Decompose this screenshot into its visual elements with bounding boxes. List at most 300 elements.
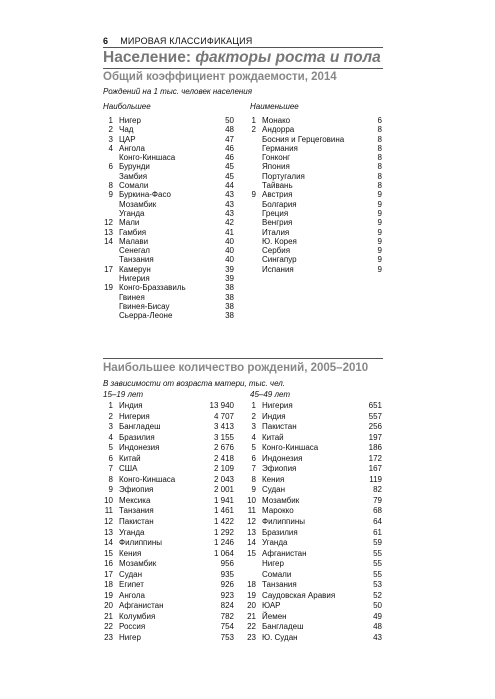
country-name: Кения [119, 548, 142, 558]
list-item [246, 496, 382, 507]
rank-number: 10 [247, 495, 256, 505]
list-births-15-19 [103, 401, 234, 644]
list-item [103, 517, 234, 528]
value: 926 [220, 580, 234, 590]
rank-number: 5 [251, 443, 256, 453]
value: 45 [225, 162, 234, 172]
value: 9 [377, 227, 382, 237]
list-item [103, 190, 234, 199]
list-item [103, 601, 234, 612]
list-item [246, 265, 382, 274]
list-item [246, 228, 382, 237]
list-item [103, 209, 234, 218]
rank-number: 7 [108, 464, 113, 474]
country-name: Конго-Киншаса [119, 474, 176, 484]
topic-rule [103, 68, 383, 69]
list-item [246, 622, 382, 633]
country-name: Португалия [262, 171, 305, 181]
country-name: Германия [262, 143, 298, 153]
running-title: МИРОВАЯ КЛАССИФИКАЦИЯ [120, 36, 253, 46]
country-name: Марокко [262, 506, 294, 516]
country-name: Филиппины [262, 517, 305, 527]
value: 6 [377, 116, 382, 125]
list-item [246, 135, 382, 144]
rank-number: 17 [104, 569, 113, 579]
list-item [103, 485, 234, 496]
rank-number: 18 [104, 580, 113, 590]
country-name: Пакистан [119, 517, 154, 527]
value: 40 [225, 236, 234, 246]
list-item [246, 433, 382, 444]
rank-number: 2 [251, 125, 256, 135]
list-item [103, 570, 234, 581]
value: 651 [368, 401, 382, 410]
country-name: Афганистан [119, 601, 164, 611]
country-name: Танзания [119, 506, 154, 516]
rank-number: 13 [104, 227, 113, 237]
value: 55 [373, 569, 382, 579]
list-item [246, 485, 382, 496]
rank-number: 17 [104, 264, 113, 274]
rank-number: 22 [104, 622, 113, 632]
list-item [103, 237, 234, 246]
value: 50 [225, 116, 234, 125]
list-item [246, 237, 382, 246]
section-subtitle-births: В зависимости от возраста матери, тыс. чел. [103, 379, 285, 388]
list-item [103, 454, 234, 465]
country-name: Сингапур [262, 255, 297, 265]
list-item [246, 200, 382, 209]
rank-number: 4 [251, 432, 256, 442]
country-name: Мали [119, 218, 140, 228]
value: 79 [373, 495, 382, 505]
value: 49 [373, 611, 382, 621]
value: 167 [368, 464, 382, 474]
country-name: Бразилия [119, 432, 155, 442]
list-item [246, 528, 382, 539]
list-item [103, 293, 234, 302]
country-name: Нигерия [262, 401, 293, 410]
list-item [246, 412, 382, 423]
rank-number: 8 [251, 474, 256, 484]
rank-number: 8 [108, 474, 113, 484]
rank-number: 1 [108, 116, 113, 125]
country-name: Ангола [119, 590, 145, 600]
rank-number: 3 [251, 422, 256, 432]
list-item [246, 506, 382, 517]
rank-number: 6 [108, 162, 113, 172]
list-item [246, 125, 382, 134]
column-heading-lowest: Наименьшее [250, 102, 299, 111]
rank-number: 13 [247, 527, 256, 537]
value: 47 [225, 134, 234, 144]
value: 923 [220, 590, 234, 600]
value: 38 [225, 292, 234, 302]
country-name: США [119, 464, 138, 474]
list-item [103, 549, 234, 560]
value: 4 707 [213, 411, 234, 421]
rank-number: 14 [247, 538, 256, 548]
column-heading-15-19: 15–19 лет [103, 390, 144, 399]
rank-number: 1 [251, 401, 256, 410]
country-name: Индия [262, 411, 286, 421]
list-item [103, 200, 234, 209]
rank-number: 16 [104, 559, 113, 569]
value: 2 418 [213, 453, 234, 463]
value: 119 [369, 474, 382, 484]
list-item [103, 246, 234, 255]
rank-number: 9 [251, 190, 256, 200]
list-item [103, 274, 234, 283]
rank-number: 3 [108, 134, 113, 144]
country-name: Уганда [119, 527, 145, 537]
country-name: Бангладеш [119, 422, 161, 432]
value: 43 [225, 199, 234, 209]
rank-number: 4 [108, 432, 113, 442]
list-item [103, 116, 234, 125]
country-name: Мозамбик [262, 495, 300, 505]
country-name: Монако [262, 116, 291, 125]
list-item [246, 190, 382, 199]
value: 55 [373, 548, 382, 558]
rank-number: 12 [247, 517, 256, 527]
value: 1 292 [213, 527, 234, 537]
country-name: Сьерра-Леоне [119, 311, 173, 321]
list-births-45-49 [246, 401, 382, 644]
country-name: Нигерия [119, 274, 150, 284]
rank-number: 15 [104, 548, 113, 558]
country-name: Индия [119, 401, 143, 410]
value: 956 [220, 559, 234, 569]
rank-number: 9 [108, 190, 113, 200]
rank-number: 9 [251, 485, 256, 495]
country-name: Италия [262, 227, 290, 237]
country-name: Испания [262, 264, 294, 274]
value: 44 [225, 181, 234, 191]
topic-main: Население: [103, 49, 191, 66]
section-rule [103, 358, 383, 359]
rank-number: 10 [104, 495, 113, 505]
country-name: Сенегал [119, 246, 150, 256]
value: 935 [220, 569, 234, 579]
country-name: Колумбия [119, 611, 156, 621]
rank-number: 14 [104, 236, 113, 246]
rank-number: 15 [247, 548, 256, 558]
list-item [103, 125, 234, 134]
value: 50 [373, 601, 382, 611]
rank-number: 1 [251, 116, 256, 125]
country-name: Тайвань [262, 181, 293, 191]
value: 41 [225, 227, 234, 237]
rank-number: 23 [247, 633, 256, 643]
value: 9 [377, 246, 382, 256]
value: 59 [373, 538, 382, 548]
country-name: Андорра [262, 125, 295, 135]
country-name: Судан [119, 569, 143, 579]
list-item [246, 591, 382, 602]
rank-number: 2 [108, 125, 113, 135]
country-name: Пакистан [262, 422, 297, 432]
value: 40 [225, 246, 234, 256]
list-item [246, 401, 382, 412]
value: 9 [377, 208, 382, 218]
list-item [103, 135, 234, 144]
country-name: Нигерия [119, 411, 150, 421]
country-name: Китай [262, 432, 284, 442]
value: 45 [225, 171, 234, 181]
country-name: Эфиопия [119, 485, 154, 495]
list-item [103, 538, 234, 549]
value: 172 [368, 453, 382, 463]
country-name: Нигер [119, 116, 141, 125]
rank-number: 21 [247, 611, 256, 621]
rank-number: 2 [251, 411, 256, 421]
list-item [246, 153, 382, 162]
value: 9 [377, 190, 382, 200]
list-item [246, 517, 382, 528]
country-name: Ю. Корея [262, 236, 297, 246]
value: 557 [368, 411, 382, 421]
country-name: Мексика [119, 495, 151, 505]
value: 46 [225, 153, 234, 163]
rank-number: 13 [104, 527, 113, 537]
country-name: Гвинея-Бисау [119, 301, 170, 311]
value: 68 [373, 506, 382, 516]
list-item [103, 228, 234, 237]
list-item [246, 116, 382, 125]
page-number: 6 [103, 36, 109, 46]
country-name: Япония [262, 162, 290, 172]
country-name: Йемен [262, 611, 287, 621]
rank-number: 6 [108, 453, 113, 463]
country-name: Филиппины [119, 538, 162, 548]
rank-number: 18 [247, 580, 256, 590]
country-name: Индонезия [262, 453, 303, 463]
country-name: Болгария [262, 199, 297, 209]
value: 43 [225, 208, 234, 218]
rank-number: 19 [104, 590, 113, 600]
rank-number: 9 [108, 485, 113, 495]
value: 82 [373, 485, 382, 495]
value: 753 [220, 633, 234, 643]
list-item [103, 162, 234, 171]
value: 1 941 [213, 495, 234, 505]
rank-number: 12 [104, 517, 113, 527]
list-item [246, 464, 382, 475]
value: 2 001 [213, 485, 234, 495]
list-item [246, 246, 382, 255]
country-name: Ю. Судан [262, 633, 298, 643]
country-name: Камерун [119, 264, 151, 274]
list-item [103, 302, 234, 311]
value: 197 [368, 432, 382, 442]
list-item [103, 422, 234, 433]
value: 55 [373, 559, 382, 569]
country-name: Гвинея [119, 292, 145, 302]
value: 8 [377, 125, 382, 135]
value: 256 [368, 422, 382, 432]
value: 9 [377, 218, 382, 228]
country-name: Кения [262, 474, 285, 484]
topic-title [103, 49, 381, 67]
rank-number: 3 [108, 422, 113, 432]
list-item [103, 181, 234, 190]
rank-number: 2 [108, 411, 113, 421]
list-item [103, 580, 234, 591]
list-item [246, 633, 382, 644]
country-name: ЮАР [262, 601, 281, 611]
list-item [246, 475, 382, 486]
list-item [246, 570, 382, 581]
list-item [246, 218, 382, 227]
list-item [103, 283, 234, 292]
topic-sub: факторы роста и пола [195, 49, 381, 66]
section-title-births: Наибольшее количество рождений, 2005–2010 [103, 362, 369, 374]
country-name: Судан [262, 485, 286, 495]
list-item [103, 172, 234, 181]
country-name: Индонезия [119, 443, 160, 453]
value: 8 [377, 162, 382, 172]
rank-number: 7 [251, 464, 256, 474]
value: 3 413 [213, 422, 234, 432]
value: 9 [377, 236, 382, 246]
section-title-birth-rate: Общий коэффициент рождаемости, 2014 [103, 71, 337, 83]
country-name: Мозамбик [119, 559, 157, 569]
country-name: Босния и Герцеговина [262, 134, 345, 144]
list-item [246, 538, 382, 549]
column-heading-highest: Наибольшее [103, 102, 151, 111]
country-name: Бангладеш [262, 622, 304, 632]
list-item [103, 464, 234, 475]
country-name: ЦАР [119, 134, 136, 144]
country-name: Малави [119, 236, 149, 246]
list-highest-birth-rate [103, 116, 234, 321]
list-item [103, 443, 234, 454]
list-item [246, 422, 382, 433]
list-item [246, 559, 382, 570]
value: 39 [225, 264, 234, 274]
list-item [246, 549, 382, 560]
value: 8 [377, 143, 382, 153]
column-heading-45-49: 45–49 лет [250, 390, 291, 399]
value: 38 [225, 311, 234, 321]
country-name: Танзания [262, 580, 297, 590]
list-item [103, 218, 234, 227]
rank-number: 11 [247, 506, 256, 516]
list-item [103, 622, 234, 633]
country-name: Греция [262, 208, 289, 218]
list-item [103, 496, 234, 507]
country-name: Китай [119, 453, 141, 463]
value: 53 [373, 580, 382, 590]
country-name: Египет [119, 580, 144, 590]
value: 8 [377, 153, 382, 163]
rank-number: 19 [247, 590, 256, 600]
value: 48 [225, 125, 234, 135]
list-item [103, 506, 234, 517]
list-item [246, 162, 382, 171]
value: 782 [220, 611, 234, 621]
value: 9 [377, 264, 382, 274]
list-item [246, 209, 382, 218]
rank-number: 1 [108, 401, 113, 410]
rank-number: 6 [251, 453, 256, 463]
value: 754 [220, 622, 234, 632]
rank-number: 20 [247, 601, 256, 611]
list-item [103, 475, 234, 486]
list-item [103, 591, 234, 602]
country-name: Замбия [119, 171, 148, 181]
country-name: Сомали [262, 569, 292, 579]
value: 42 [225, 218, 234, 228]
value: 8 [377, 134, 382, 144]
value: 61 [373, 527, 382, 537]
value: 38 [225, 283, 234, 293]
rank-number: 8 [108, 181, 113, 191]
value: 43 [225, 190, 234, 200]
rank-number: 23 [104, 633, 113, 643]
value: 38 [225, 301, 234, 311]
list-item [103, 144, 234, 153]
value: 2 043 [213, 474, 234, 484]
country-name: Сербия [262, 246, 291, 256]
list-item [246, 172, 382, 181]
value: 43 [373, 633, 382, 643]
country-name: Саудовская Аравия [262, 590, 336, 600]
rank-number: 14 [104, 538, 113, 548]
value: 13 940 [209, 401, 234, 410]
country-name: Венгрия [262, 218, 293, 228]
country-name: Гонконг [262, 153, 291, 163]
country-name: Уганда [119, 208, 145, 218]
value: 46 [225, 143, 234, 153]
list-item [103, 612, 234, 623]
list-item [246, 580, 382, 591]
list-item [103, 559, 234, 570]
list-item [103, 153, 234, 162]
list-item [103, 401, 234, 412]
rank-number: 4 [108, 143, 113, 153]
value: 9 [377, 255, 382, 265]
list-item [103, 311, 234, 320]
header-rule [103, 47, 383, 48]
list-item [246, 454, 382, 465]
list-item [246, 144, 382, 153]
value: 39 [225, 274, 234, 284]
list-item [103, 255, 234, 264]
rank-number: 20 [104, 601, 113, 611]
value: 52 [373, 590, 382, 600]
running-head [103, 36, 253, 46]
value: 2 676 [213, 443, 234, 453]
country-name: Россия [119, 622, 146, 632]
country-name: Сомали [119, 181, 149, 191]
rank-number: 12 [104, 218, 113, 228]
list-item [103, 433, 234, 444]
country-name: Австрия [262, 190, 293, 200]
list-item [103, 633, 234, 644]
value: 3 155 [213, 432, 234, 442]
country-name: Гамбия [119, 227, 147, 237]
list-lowest-birth-rate [246, 116, 382, 274]
country-name: Танзания [119, 255, 154, 265]
country-name: Эфиопия [262, 464, 297, 474]
country-name: Нигер [119, 633, 141, 643]
country-name: Конго-Киншаса [119, 153, 176, 163]
rank-number: 21 [104, 611, 113, 621]
country-name: Уганда [262, 538, 288, 548]
list-item [103, 412, 234, 423]
